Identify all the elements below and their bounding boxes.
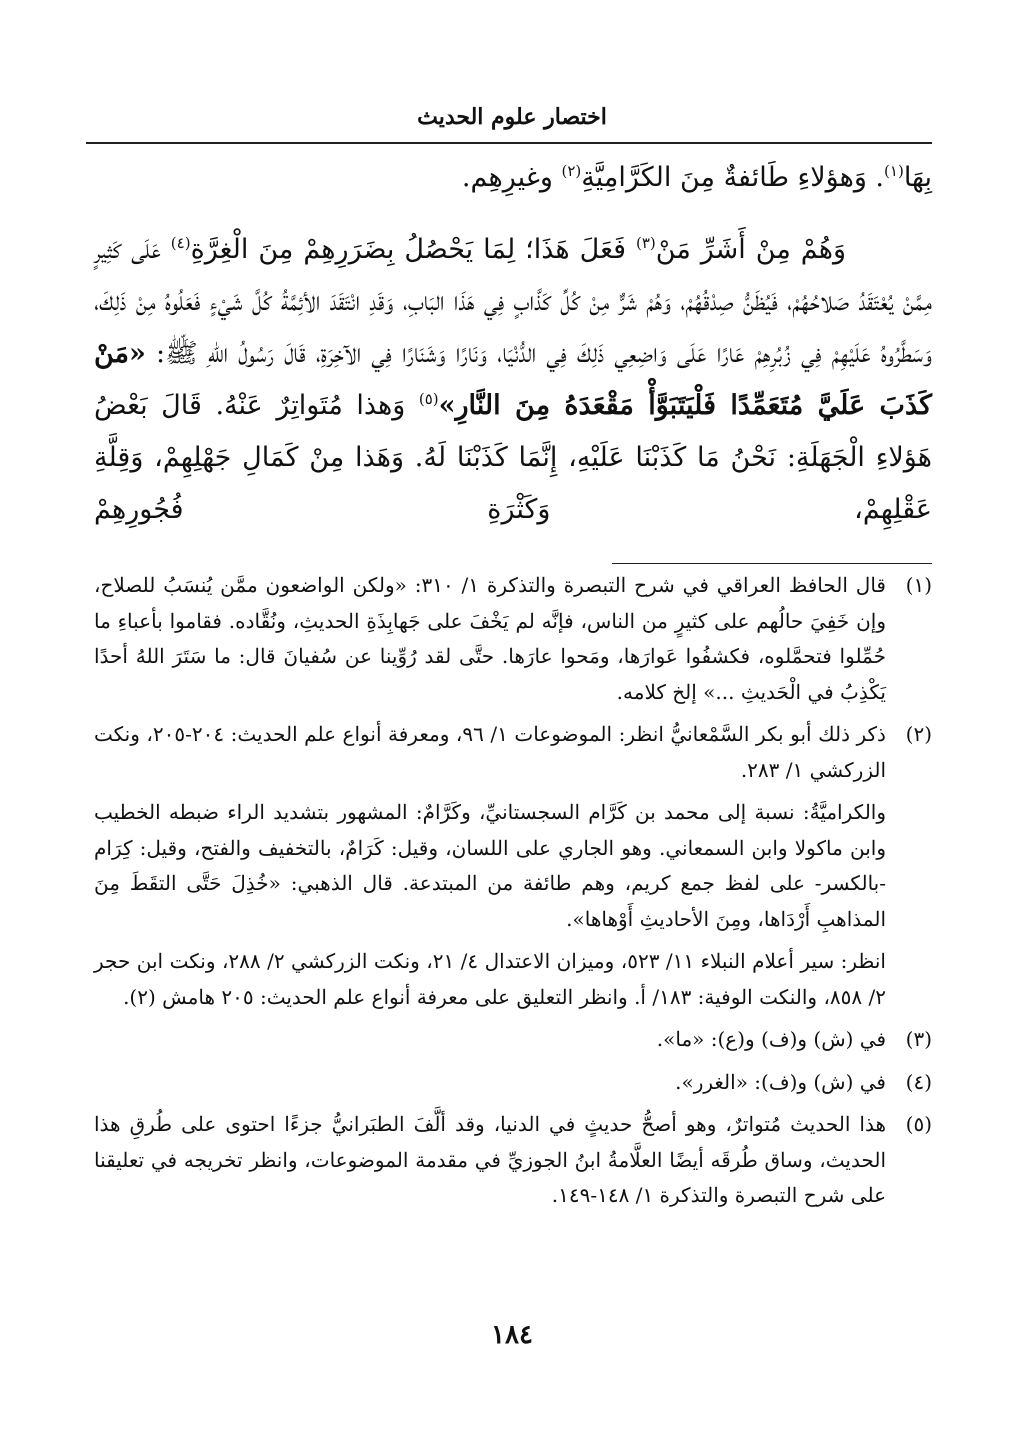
footnote-2 xyxy=(94,717,932,1015)
main-text-first-line xyxy=(94,152,932,204)
footnote-text: والكراميَّةُ: نسبة إلى محمد بن كَرَّام السجستانيِّ، وكَرَّامٌ: المشهور بتشديد الراء ضبطه الخطيب وابن ماكولا وابن السمعاني. وهو الجاري على اللسان، وقيل: كَرَامٌ، بالتخفيف والفتح، وقيل: كِرَام -بالكسر- على لفظ جمع كريم، وهم طائفة من المبتدعة. قال الذهبي: «خُذِلَ حَتَّى التقَطَ مِنَ المذاهبِ أَرْدَاها، ومِنَ الأحاديثِ أَوْهاها». xyxy=(94,800,886,931)
footnote-body xyxy=(94,1065,886,1101)
footnote-body xyxy=(94,1107,886,1214)
footnote-1 xyxy=(94,568,932,710)
footnote-body xyxy=(94,717,886,1015)
footnote-text: في (ش) و(ف): «الغرر». xyxy=(675,1069,886,1094)
footnote-text: هذا الحديث مُتواترٌ، وهو أصحُّ حديثٍ في الدنيا، وقد ألَّفَ الطبَرانيُّ جزءًا احتوى على طُرقِ هذا الحديث، وساق طُرقَه أيضًا العلَّامةُ ابنُ الجوزيِّ في مقدمة الموضوعات، وانظر تخريجه في تعليقنا على شرح التبصرة والتذكرة ١/ ١٤٨-١٤٩. xyxy=(94,1112,886,1207)
footnote-text: في (ش) و(ف) و(ع): «ما». xyxy=(656,1027,886,1051)
hadith-quote: «مَنْ كَذَبَ عَلَيَّ مُتَعَمِّدًا فَلْيَتَبَوَّأْ مَقْعَدَهُ مِنَ النَّارِ» xyxy=(94,338,932,421)
footnote-number: (٥) xyxy=(905,1112,932,1136)
main-text-paragraph xyxy=(94,224,932,536)
text-run: فَعَلَ هَذَا؛ لِمَا يَحْصُلُ بِضَرَرِهِمْ مِنَ الْغِرَّةِ xyxy=(190,234,636,265)
text-run: وَهُمْ مِنْ أَشَرِّ مَنْ xyxy=(655,234,846,265)
footnote-ref-5[interactable]: (٥) xyxy=(418,390,439,408)
footnote-number: (١) xyxy=(905,573,932,597)
footnote-ref-1[interactable]: (١) xyxy=(884,162,904,180)
footnote-text: انظر: سير أعلام النبلاء ١١/ ٥٢٣، وميزان الاعتدال ٤/ ٢١، ونكت الزركشي ٢/ ٢٨٨، ونكت ابن حجر ٢/ ٨٥٨، والنكت الوفية: ١٨٣/ أ. وانظر التعليق على معرفة أنواع علم الحديث: ٢٠٥ هامش (٢). xyxy=(94,949,886,1009)
text-run: . وَهؤلاءِ طَائفةٌ مِنَ الكَرَّامِيَّةِ xyxy=(581,162,885,193)
footnote-text: قال الحافظ العراقي في شرح التبصرة والتذكرة ١/ ٣١٠: «ولكن الواضعون ممَّن يُنسَبُ للصلاح، وإن خَفِيَ حالُهم على كثيرٍ من الناس، فإنَّه لم يَخْفَ على جَهابِذَةِ الحديثِ، ونُقَّاده. فقاموا بأعباءِ ما حُمِّلوا فتحمَّلوه، فكشفُوا عَوارَها، ومَحوا عارَها. حتَّى لقد رُوِّينا عن سُفيانَ قال: ما سَتَرَ اللهُ أحدًا يَكْذِبُ في الْحَديثِ ...» إلخ كلامه. xyxy=(94,573,886,704)
footnote-number: (٢) xyxy=(905,722,932,746)
text-run: بِهَا xyxy=(903,162,932,193)
footnote-ref-3[interactable]: (٣) xyxy=(636,234,656,252)
header-rule xyxy=(86,142,932,144)
page-number: ١٨٤ xyxy=(491,1320,533,1350)
text-run: عَلَى كَثِيرٍ مِمَّنْ يُعْتَقَدُ صَلاحُهُمْ، فَيُظَنُّ صِدْقُهُمْ، وَهُمْ شَرٌّ مِنْ كُلِّ كَذَّابٍ فِي هَذَا البَابِ، وَقَدِ انْتَقَدَ الأئِمَّةُ كُلَّ شَيْءٍ فَعَلُوهُ مِنْ ذَلِكَ، وَسَطَّرُوهُ عَلَيْهِمْ فِي زُبُرِهِمْ عَارًا عَلَى وَاضِعِي ذَلِكَ فِي الدُّنْيَا، وَنَارًا وَشَنَارًا فِي الآخِرَةِ، قَالَ رَسُولُ اللهِ ﷺ: xyxy=(94,234,932,369)
footnote-separator xyxy=(612,563,932,564)
footnote-text: ذكر ذلك أبو بكر السَّمْعانيُّ انظر: الموضوعات ١/ ٩٦، ومعرفة أنواع علم الحديث: ٢٠٤-٢٠٥، ونكت الزركشي ١/ ٢٨٣. xyxy=(94,722,886,782)
running-head-title: اختصار علوم الحديث xyxy=(417,104,607,130)
footnote-ref-4[interactable]: (٤) xyxy=(170,234,191,252)
footnote-3 xyxy=(94,1022,932,1058)
main-text xyxy=(94,152,932,536)
footnote-body xyxy=(94,568,886,710)
footnotes xyxy=(94,568,932,1221)
footnote-number: (٤) xyxy=(905,1069,932,1094)
footnote-4 xyxy=(94,1065,932,1101)
footnote-number: (٣) xyxy=(905,1027,932,1051)
footnote-ref-2[interactable]: (٢) xyxy=(561,162,582,180)
text-run: وَهذا مُتَواتِرٌ عَنْهُ. قَالَ بَعْضُ هَؤلاءِ الْجَهَلَةِ: نَحْنُ مَا كَذَبْنَا عَلَيْهِ، إِنَّمَا كَذَبْنَا لَهُ. وَهَذا مِنْ كَمَالِ جَهْلِهِمْ، وَقِلَّةِ عَقْلِهِمْ، وَكَثْرَةِ فُجُورِهِمْ xyxy=(94,390,932,525)
footnote-5 xyxy=(94,1107,932,1214)
footnote-body xyxy=(94,1022,886,1058)
text-run: وغيرِهِم. xyxy=(461,162,562,193)
